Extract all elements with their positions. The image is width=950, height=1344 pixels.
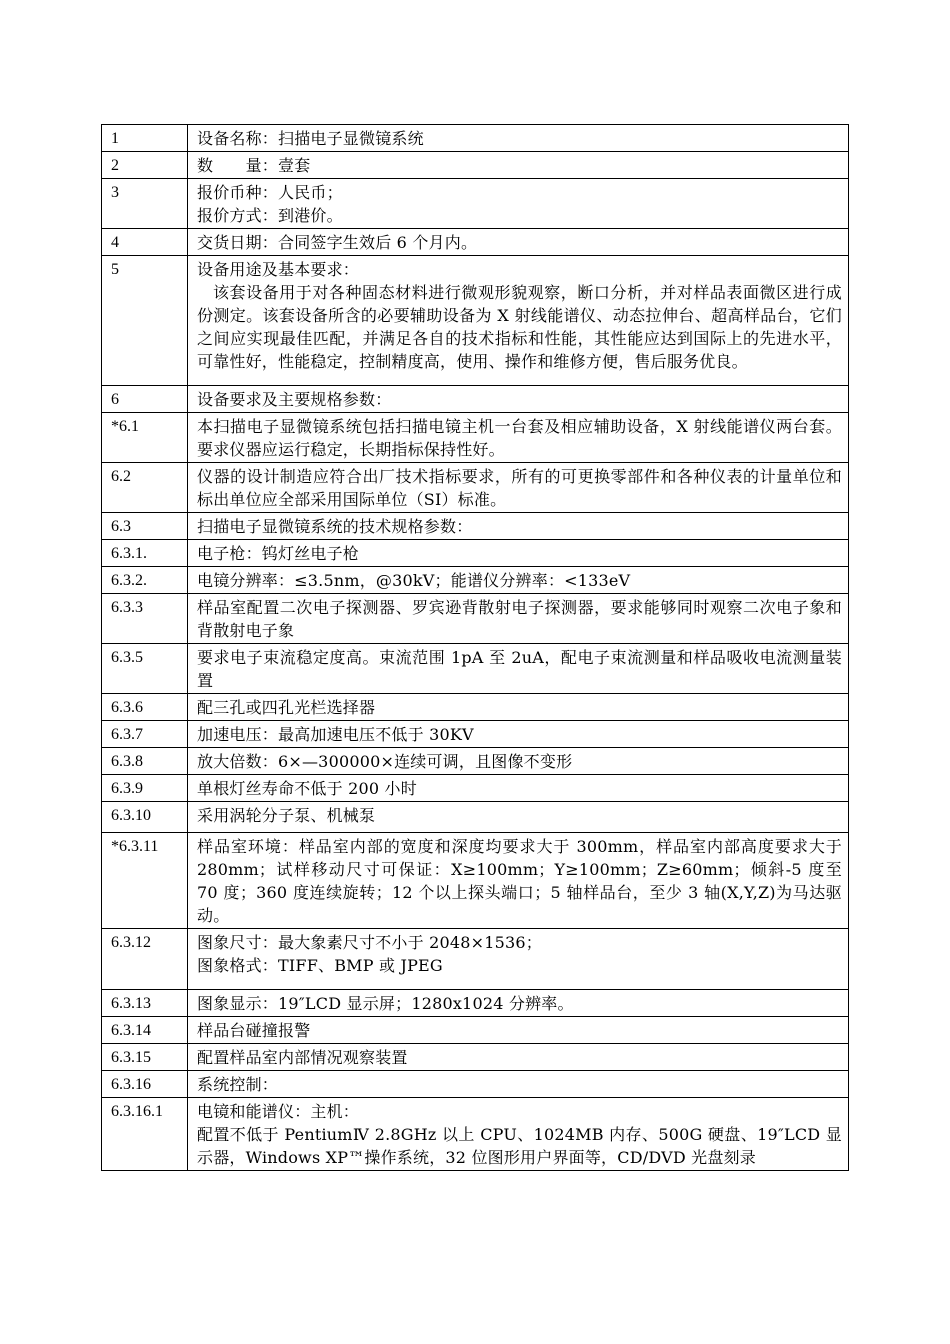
- row-number: 6.3.13: [102, 990, 188, 1017]
- row-number: *6.1: [102, 413, 188, 463]
- row-text: 要求电子束流稳定度高。束流范围 1pA 至 2uA，配电子束流测量和样品吸收电流测量装置: [197, 648, 842, 690]
- row-description: [188, 256, 849, 386]
- row-text: 该套设备用于对各种固态材料进行微观形貌观察，断口分析，并对样品表面微区进行成份测定。该套设备所含的必要辅助设备为 X 射线能谱仪、动态拉伸台、超高样品台，它们之间应实现最佳匹配，并满足各自的技术指标和性能，其性能应达到国际上的先进水平，可靠性好，性能稳定，控制精度高，使用、操作和维修方便，售后服务优良。: [197, 283, 842, 371]
- row-text: 设备用途及基本要求：: [197, 260, 360, 279]
- row-description: [188, 721, 849, 748]
- table-row: [102, 386, 849, 413]
- row-text: 加速电压：最高加速电压不低于 30KV: [197, 725, 474, 744]
- row-number: 6.3.10: [102, 802, 188, 833]
- table-row: [102, 256, 849, 386]
- row-text: 数 量：壹套: [197, 156, 311, 175]
- row-text: 样品室环境：样品室内部的宽度和深度均要求大于 300mm，样品室内部高度要求大于 280mm；试样移动尺寸可保证：X≥100mm；Y≥100mm；Z≥60mm；倾斜-5 度至 70 度；360 度连续旋转；12 个以上探头端口；5 轴样品台，至少 3 轴(X,Y,Z)为马达驱动。: [197, 837, 848, 925]
- row-text: 图象尺寸：最大象素尺寸不小于 2048×1536；: [197, 933, 542, 952]
- row-description: [188, 802, 849, 833]
- row-text: 本扫描电子显微镜系统包括扫描电镜主机一台套及相应辅助设备，X 射线能谱仪两台套。要求仪器应运行稳定，长期指标保持性好。: [197, 417, 842, 459]
- row-number: 6.3.6: [102, 694, 188, 721]
- row-description: [188, 1017, 849, 1044]
- row-description: [188, 386, 849, 413]
- row-description: [188, 990, 849, 1017]
- row-description: [188, 1071, 849, 1098]
- row-description: [188, 694, 849, 721]
- row-number: 3: [102, 179, 188, 229]
- row-description: [188, 179, 849, 229]
- table-row: [102, 694, 849, 721]
- table-row: [102, 990, 849, 1017]
- row-number: 4: [102, 229, 188, 256]
- row-description: [188, 748, 849, 775]
- row-text: 设备名称：扫描电子显微镜系统: [197, 129, 424, 148]
- row-number: 6.3.16: [102, 1071, 188, 1098]
- row-number: 6.3.1.: [102, 540, 188, 567]
- row-text: 系统控制：: [197, 1075, 279, 1094]
- row-text: 设备要求及主要规格参数：: [197, 390, 392, 409]
- table-row: [102, 833, 849, 929]
- row-number: 6.3.5: [102, 644, 188, 694]
- row-description: [188, 929, 849, 990]
- row-number: 6.3.2.: [102, 567, 188, 594]
- row-text: 电子枪：钨灯丝电子枪: [197, 544, 360, 563]
- row-text: 报价币种：人民币；: [197, 183, 343, 202]
- table-row: [102, 1098, 849, 1171]
- table-row: [102, 513, 849, 540]
- table-row: [102, 125, 849, 152]
- row-number: 6.3.14: [102, 1017, 188, 1044]
- table-row: [102, 152, 849, 179]
- table-row: [102, 179, 849, 229]
- row-description: [188, 413, 849, 463]
- row-text: 配置样品室内部情况观察装置: [197, 1048, 408, 1067]
- table-row: [102, 1071, 849, 1098]
- row-number: 6.3.9: [102, 775, 188, 802]
- row-text: 单根灯丝寿命不低于 200 小时: [197, 779, 417, 798]
- row-number: 6.2: [102, 463, 188, 513]
- row-text: 样品台碰撞报警: [197, 1021, 311, 1040]
- table-row: [102, 1044, 849, 1071]
- row-description: [188, 775, 849, 802]
- row-description: [188, 125, 849, 152]
- row-number: 2: [102, 152, 188, 179]
- row-number: 5: [102, 256, 188, 386]
- row-text: 电镜和能谱仪：主机：: [197, 1102, 360, 1121]
- row-text: 配三孔或四孔光栏选择器: [197, 698, 376, 717]
- row-text: 样品室配置二次电子探测器、罗宾逊背散射电子探测器，要求能够同时观察二次电子象和背散射电子象: [197, 598, 842, 640]
- table-row: [102, 748, 849, 775]
- row-text: 仪器的设计制造应符合出厂技术指标要求，所有的可更换零部件和各种仪表的计量单位和标出单位应全部采用国际单位（SI）标准。: [197, 467, 842, 509]
- table-row: [102, 594, 849, 644]
- table-row: [102, 802, 849, 833]
- table-row: [102, 721, 849, 748]
- row-number: 6.3.16.1: [102, 1098, 188, 1171]
- row-number: 6: [102, 386, 188, 413]
- row-description: [188, 513, 849, 540]
- row-text: 图象显示：19″LCD 显示屏；1280x1024 分辨率。: [197, 994, 574, 1013]
- table-row: [102, 567, 849, 594]
- row-text: 采用涡轮分子泵、机械泵: [197, 806, 376, 825]
- row-number: 6.3.8: [102, 748, 188, 775]
- row-text: 配置不低于 PentiumⅣ 2.8GHz 以上 CPU、1024MB 内存、500G 硬盘、19″LCD 显示器，Windows XP™操作系统，32 位图形用户界面等，CD/DVD 光盘刻录: [197, 1125, 842, 1167]
- row-number: 6.3.12: [102, 929, 188, 990]
- specification-table: [101, 124, 849, 1171]
- row-text: 扫描电子显微镜系统的技术规格参数：: [197, 517, 473, 536]
- row-description: [188, 229, 849, 256]
- row-text: 电镜分辨率：≤3.5nm，@30kV；能谱仪分辨率：<133eV: [197, 571, 631, 590]
- row-description: [188, 644, 849, 694]
- row-text: 交货日期：合同签字生效后 6 个月内。: [197, 233, 478, 252]
- table-row: [102, 540, 849, 567]
- table-row: [102, 413, 849, 463]
- row-number: 1: [102, 125, 188, 152]
- row-text: 报价方式：到港价。: [197, 206, 343, 225]
- row-number: 6.3.3: [102, 594, 188, 644]
- table-row: [102, 775, 849, 802]
- table-row: [102, 644, 849, 694]
- row-text: 放大倍数：6×—300000×连续可调，且图像不变形: [197, 752, 573, 771]
- table-row: [102, 463, 849, 513]
- row-number: 6.3.15: [102, 1044, 188, 1071]
- row-description: [188, 152, 849, 179]
- row-text: 图象格式：TIFF、BMP 或 JPEG: [197, 956, 443, 975]
- row-number: *6.3.11: [102, 833, 188, 929]
- row-description: [188, 1044, 849, 1071]
- row-description: [188, 1098, 849, 1171]
- row-description: [188, 567, 849, 594]
- row-description: [188, 540, 849, 567]
- row-description: [188, 594, 849, 644]
- row-number: 6.3: [102, 513, 188, 540]
- table-row: [102, 229, 849, 256]
- table-row: [102, 929, 849, 990]
- row-number: 6.3.7: [102, 721, 188, 748]
- table-row: [102, 1017, 849, 1044]
- row-description: [188, 833, 849, 929]
- row-description: [188, 463, 849, 513]
